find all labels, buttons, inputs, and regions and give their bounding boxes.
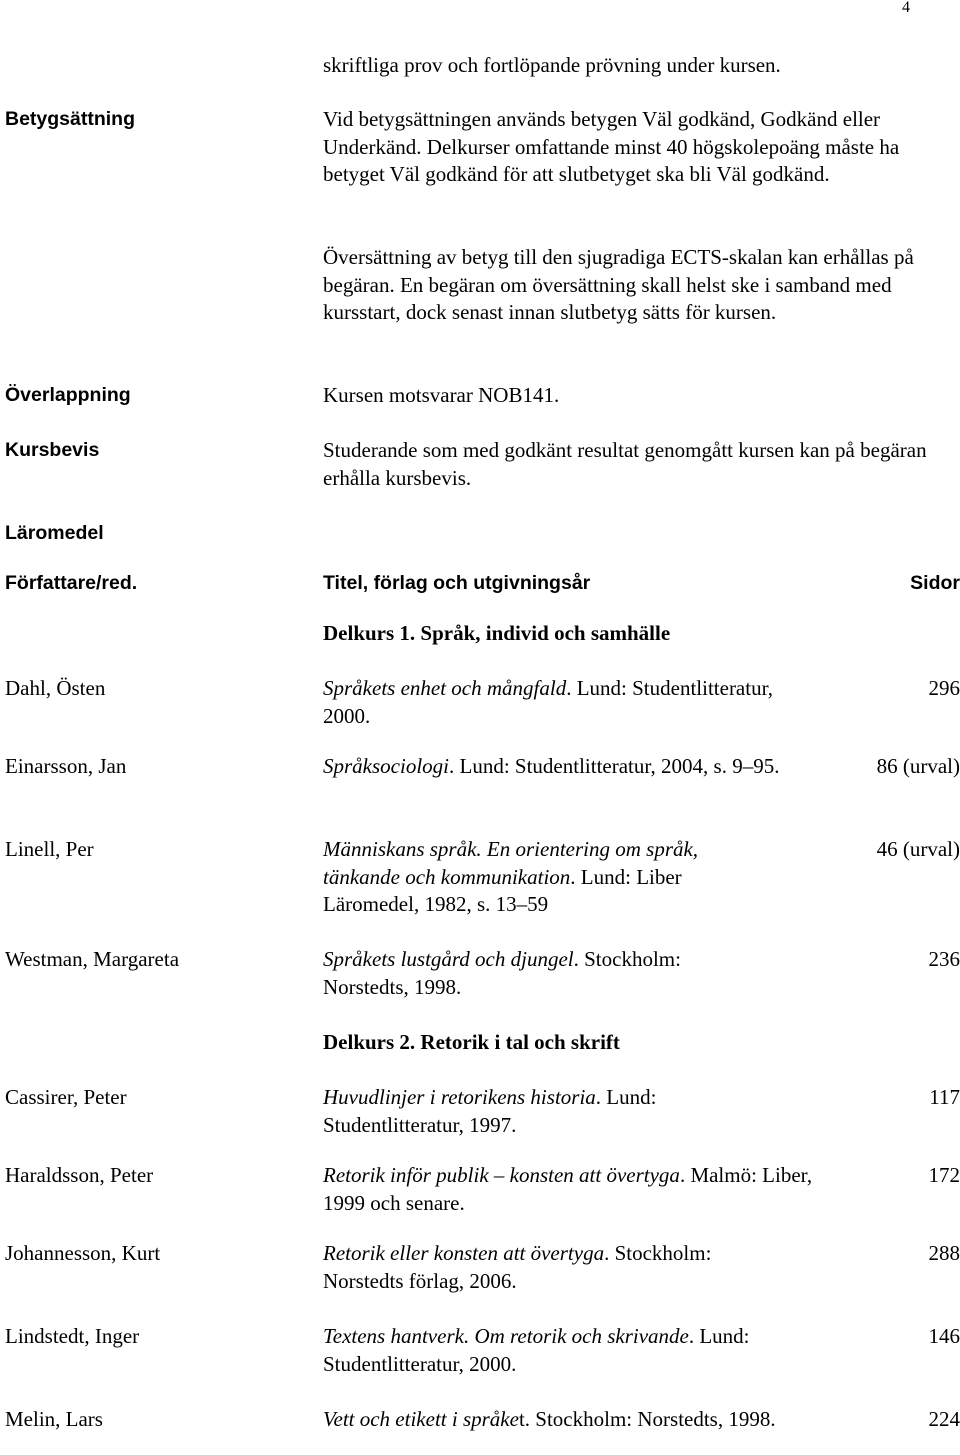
betyg-paragraph-1: Vid betygsättningen används betygen Väl godkänd, Godkänd eller Underkänd. Delkurser omfattande minst 40 högskolepoäng måste ha betyget Väl godkänd för att slutbetyget ska bli Väl godkänd. [323,107,900,186]
book-pages: 117 [929,1085,960,1109]
book-publisher: . Stockholm: Norstedts, 1998. [323,947,681,999]
book-pages: 146 [928,1324,960,1348]
book-publisher: . Lund: Studentlitteratur, 2000. [323,1324,750,1376]
book-pages: 46 (urval) [876,837,960,861]
book-title-italic: Textens hantverk. Om retorik och skrivande [323,1324,689,1348]
book-pages: 296 [928,676,960,700]
book-publisher: . Stockholm: Norstedts förlag, 2006. [323,1241,712,1293]
book-title [323,1240,783,1295]
book-title-italic: Språkets enhet och mångfald [323,676,567,700]
book-pages: 86 (urval) [876,754,960,778]
book-row [0,1240,960,1300]
book-author: Linell, Per [5,837,94,861]
book-author: Lindstedt, Inger [5,1324,140,1348]
book-author: Westman, Margareta [5,947,180,971]
book-publisher: . Lund: Liber Läromedel, 1982, s. 13–59 [323,864,682,916]
book-publisher: . Lund: Studentlitteratur, 1997. [323,1085,657,1137]
book-author: Dahl, Östen [5,676,106,700]
book-title [323,1323,823,1378]
book-row [0,946,960,1006]
book-author: Cassirer, Peter [5,1085,127,1109]
book-row [0,1406,960,1455]
header-pages: Sidor [910,572,960,594]
book-publisher: t. Stockholm: Norstedts, 1998. [518,1407,776,1431]
book-row [0,753,960,813]
label-betygsattning: Betygsättning [5,108,136,130]
book-publisher: . Lund: Studentlitteratur, 2000. [323,676,773,728]
book-row [0,675,960,735]
book-title [323,1406,803,1434]
page-number: 4 [902,0,910,16]
book-row [0,1162,960,1222]
book-title-italic: Språkets lustgård och djungel [323,947,574,971]
book-pages: 236 [928,947,960,971]
book-publisher: . Lund: Studentlitteratur, 2004, s. 9–95. [449,754,780,778]
label-overlappning: Överlappning [5,384,131,406]
book-title-italic: Retorik eller konsten att övertyga [323,1241,605,1265]
book-publisher: . Malmö: Liber, 1999 och senare. [323,1163,813,1215]
book-author: Melin, Lars [5,1407,103,1431]
book-author: Haraldsson, Peter [5,1163,154,1187]
delkurs2-heading: Delkurs 2. Retorik i tal och skrift [323,1030,620,1054]
book-author: Einarsson, Jan [5,754,127,778]
book-title-italic: Språksociologi [323,754,449,778]
label-laromedel: Läromedel [5,522,104,544]
intro-text: skriftliga prov och fortlöpande prövning under kursen. [323,53,781,77]
book-pages: 172 [928,1163,960,1187]
book-title [323,675,823,730]
header-title: Titel, förlag och utgivningsår [323,572,591,594]
label-kursbevis: Kursbevis [5,439,100,461]
book-title-italic: Vett och etikett i språke [323,1407,519,1431]
book-author: Johannesson, Kurt [5,1241,161,1265]
book-title [323,1162,823,1217]
book-title [323,946,743,1001]
header-author: Författare/red. [5,572,138,594]
book-pages: 224 [928,1407,960,1431]
overlappning-text: Kursen motsvarar NOB141. [323,383,560,407]
book-title-italic: Retorik inför publik – konsten att övertyga [323,1163,680,1187]
book-title-italic: Huvudlinjer i retorikens historia [323,1085,596,1109]
book-title [323,836,763,919]
book-row [0,1323,960,1383]
delkurs1-heading: Delkurs 1. Språk, individ och samhälle [323,621,671,645]
book-pages: 288 [928,1241,960,1265]
betyg-paragraph-2: Översättning av betyg till den sjugradiga ECTS-skalan kan erhållas på begäran. En begäran om översättning skall helst ske i samband med kursstart, dock senast innan slutbetyg sätts för kursen. [323,245,914,324]
kursbevis-text: Studerande som med godkänt resultat genomgått kursen kan på begäran erhålla kursbevis. [323,438,927,490]
book-title [323,1084,723,1139]
book-row [0,836,960,921]
book-row [0,1084,960,1144]
book-title-italic: Människans språk. En orientering om språk, tänkande och kommunikation [323,837,699,889]
book-title [323,753,823,781]
